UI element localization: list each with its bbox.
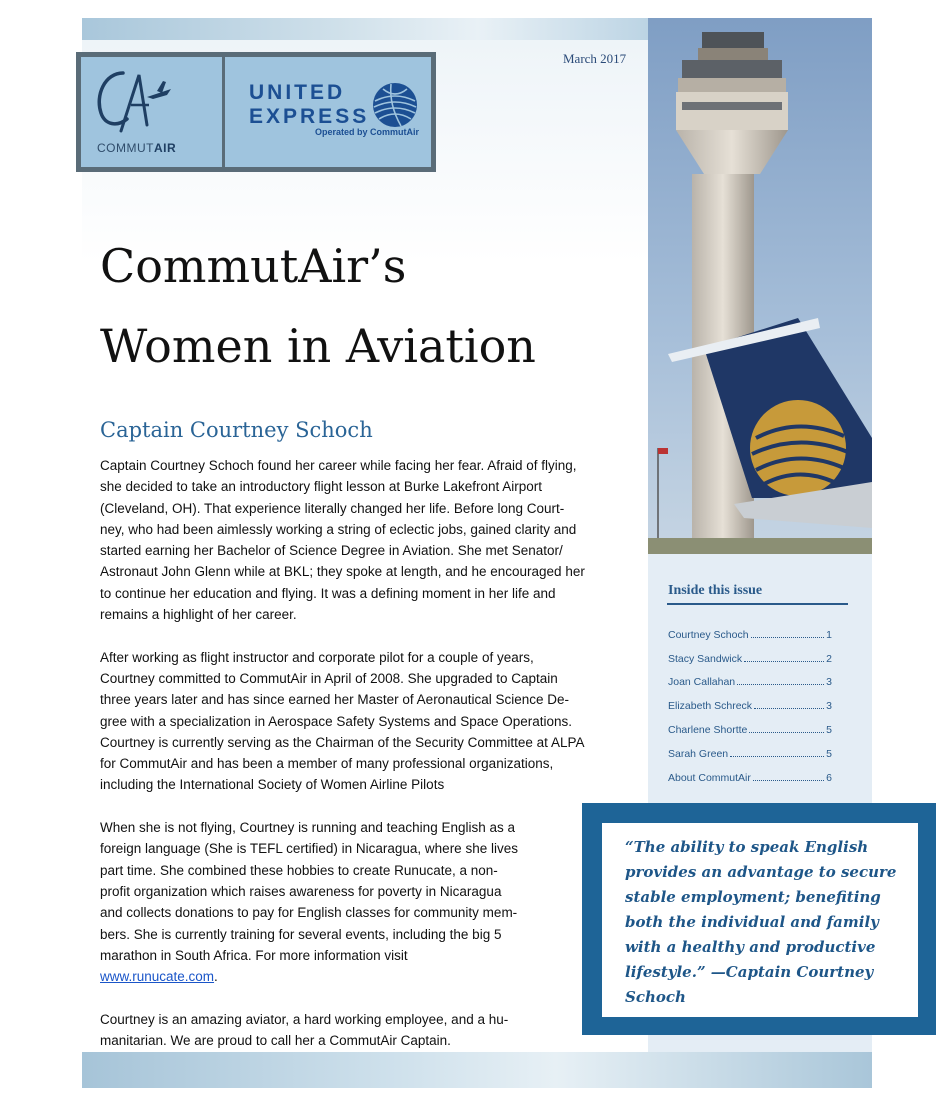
text-line: and collects donations to pay for English classes for community mem- [100, 905, 518, 921]
text-line: three years later and has since earned her Master of Aeronautical Science De- [100, 692, 570, 708]
united-globe-icon [371, 81, 419, 129]
text-line: Astronaut John Glenn while at BKL; they spoke at length, and he encouraged her [100, 564, 585, 580]
commutair-logo-icon [87, 61, 173, 139]
toc-item[interactable] [668, 736, 832, 760]
toc-item[interactable] [668, 760, 832, 784]
text-line: manitarian. We are proud to call her a CommutAir Captain. [100, 1033, 451, 1049]
toc-item-label: Charlene Shortte [668, 723, 748, 736]
bottom-decorative-band [82, 1052, 872, 1088]
toc-item-page: 2 [826, 652, 832, 665]
top-decorative-band [82, 18, 648, 40]
paragraph-1 [100, 455, 620, 625]
article-body [100, 455, 620, 1051]
united-wordmark: UNITED [249, 81, 346, 104]
text-line: (Cleveland, OH). That experience literally changed her life. Before long Court- [100, 500, 565, 516]
article-subhead: Captain Courtney Schoch [100, 418, 373, 442]
text-line: started earning her Bachelor of Science Degree in Aviation. She met Senator/ [100, 543, 563, 559]
toc-item-label: Courtney Schoch [668, 628, 749, 641]
issue-date: March 2017 [563, 51, 627, 66]
toc-item-page: 5 [826, 747, 832, 760]
text-line: Captain Courtney Schoch found her career while facing her fear. Afraid of flying, [100, 458, 577, 473]
text-line: Courtney is currently serving as the Chairman of the Security Committee at ALPA [100, 734, 585, 750]
text-line: including the International Society of Women Airline Pilots [100, 777, 445, 793]
logo-panel [81, 57, 431, 167]
text-line: remains a highlight of her career. [100, 607, 297, 623]
link-suffix: . [214, 969, 218, 985]
toc-item-label: Stacy Sandwick [668, 652, 743, 665]
toc-item-page: 5 [826, 723, 832, 736]
text-line: profit organization which raises awareness for poverty in Nicaragua [100, 883, 502, 899]
toc-item[interactable] [668, 665, 832, 689]
text-line: she decided to take an introductory flight lesson at Burke Lakefront Airport [100, 479, 543, 495]
toc-item-label: About CommutAir [668, 771, 751, 784]
pull-quote-text [625, 835, 915, 1010]
toc-item-label: Sarah Green [668, 747, 729, 760]
table-of-contents [668, 617, 832, 784]
text-line: to continue her education and flying. It was a defining moment in her life and [100, 585, 556, 601]
quote-line: both the individual and family [625, 913, 879, 931]
quote-line: “The ability to speak English [625, 838, 869, 856]
text-line: Courtney committed to CommutAir in April of 2008. She upgraded to Captain [100, 670, 558, 686]
toc-item[interactable] [668, 641, 832, 665]
logo-divider [222, 57, 225, 167]
control-tower-photo [648, 18, 872, 554]
pull-quote-frame [582, 803, 936, 1035]
text-line: ney, who had been aimlessly working a string of eclectic jobs, gained clarity and [100, 521, 577, 537]
text-line: When she is not flying, Courtney is running and teaching English as a [100, 820, 515, 836]
toc-title: Inside this issue [668, 583, 763, 598]
text-line: for CommutAir and has been a member of many professional organizations, [100, 756, 554, 772]
toc-item[interactable] [668, 688, 832, 712]
paragraph-2 [100, 647, 620, 796]
runucate-link[interactable]: www.runucate.com [100, 969, 215, 985]
toc-item-page: 1 [826, 628, 832, 641]
quote-line: with a healthy and productive [625, 938, 876, 956]
text-line: marathon in South Africa. For more information visit [100, 947, 408, 963]
toc-item-page: 6 [826, 771, 832, 784]
text-line: part time. She combined these hobbies to create Runucate, a non- [100, 862, 498, 878]
toc-item-label: Joan Callahan [668, 676, 736, 689]
text-line: bers. She is currently training for several events, including the big 5 [100, 926, 502, 942]
link-line [100, 966, 620, 987]
express-wordmark: EXPRESS [249, 105, 370, 128]
toc-item[interactable] [668, 617, 832, 641]
toc-item-page: 3 [826, 676, 832, 689]
text-line: foreign language (She is TEFL certified) in Nicaragua, where she lives [100, 841, 518, 857]
text-line: After working as flight instructor and corporate pilot for a couple of years, [100, 649, 534, 665]
title-line-2: Women in Aviation [100, 319, 536, 373]
logo-block [76, 52, 436, 172]
quote-line: stable employment; benefiting [625, 888, 881, 906]
text-line: Courtney is an amazing aviator, a hard working employee, and a hu- [100, 1011, 509, 1027]
paragraph-3 [100, 817, 620, 987]
text-line: gree with a specialization in Aerospace Safety Systems and Space Operations. [100, 713, 573, 729]
toc-divider [667, 603, 848, 605]
quote-line: Schoch [625, 988, 686, 1006]
toc-item-label: Elizabeth Schreck [668, 700, 753, 713]
quote-line: provides an advantage to secure [625, 863, 897, 881]
quote-line: lifestyle.” —Captain Courtney [625, 963, 874, 981]
operated-by-text: Operated by CommutAir [315, 127, 420, 137]
toc-item[interactable] [668, 712, 832, 736]
toc-item-page: 3 [826, 700, 832, 713]
title-line-1: CommutAir’s [100, 239, 407, 293]
pull-quote [602, 823, 918, 1017]
paragraph-4 [100, 1009, 620, 1052]
commutair-wordmark: COMMUTAIR [97, 141, 177, 155]
page-title [100, 226, 536, 386]
